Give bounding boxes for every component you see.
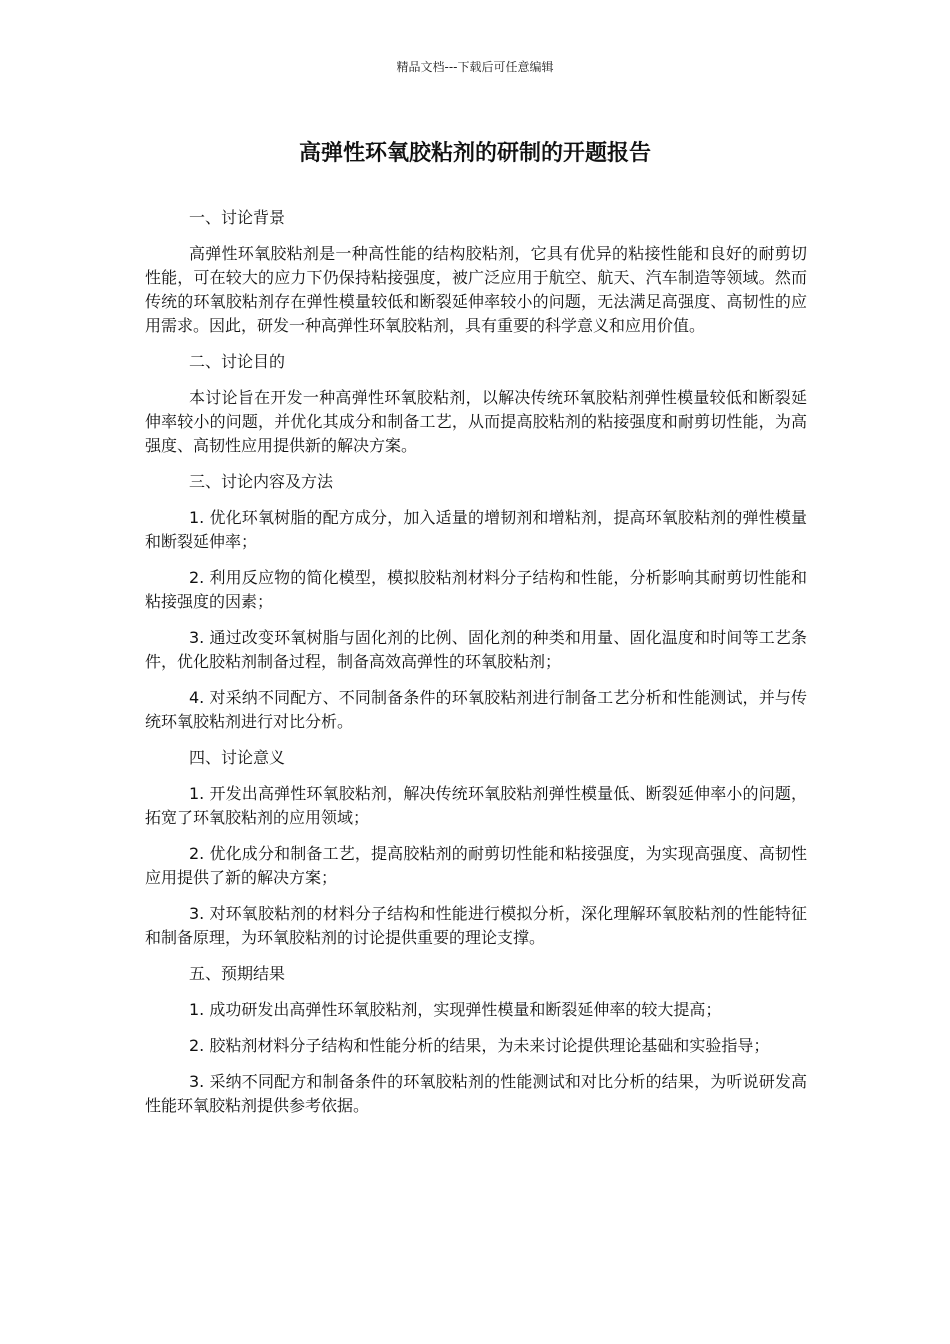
document-body [145,206,807,1130]
list-item: 1. 成功研发出高弹性环氧胶粘剂，实现弹性模量和断裂延伸率的较大提高； [189,1000,722,1019]
header-note: 精品文档---下载后可任意编辑 [396,60,554,74]
section-heading: 二、讨论目的 [189,352,286,371]
section-expected-results [145,962,807,1118]
document-title: 高弹性环氧胶粘剂的研制的开题报告 [298,141,651,166]
list-item: 2. 优化成分和制备工艺，提高胶粘剂的耐剪切性能和粘接强度，为实现高强度、高韧性应用提供了新的解决方案； [145,844,807,887]
section-significance [145,746,807,950]
list-item: 1. 优化环氧树脂的配方成分，加入适量的增韧剂和增粘剂，提高环氧胶粘剂的弹性模量和断裂延伸率； [145,508,807,551]
section-heading: 一、讨论背景 [189,208,286,227]
section-heading: 三、讨论内容及方法 [189,472,334,491]
list-item: 2. 胶粘剂材料分子结构和性能分析的结果，为未来讨论提供理论基础和实验指导； [189,1036,770,1055]
list-item: 3. 采纳不同配方和制备条件的环氧胶粘剂的性能测试和对比分析的结果，为听说研发高性能环氧胶粘剂提供参考依据。 [145,1072,807,1115]
paragraph: 高弹性环氧胶粘剂是一种高性能的结构胶粘剂，它具有优异的粘接性能和良好的耐剪切性能，可在较大的应力下仍保持粘接强度，被广泛应用于航空、航天、汽车制造等领域。然而传统的环氧胶粘剂存在弹性模量较低和断裂延伸率较小的问题，无法满足高强度、高韧性的应用需求。因此，研发一种高弹性环氧胶粘剂，具有重要的科学意义和应用价值。 [145,244,807,335]
list-item: 3. 通过改变环氧树脂与固化剂的比例、固化剂的种类和用量、固化温度和时间等工艺条件，优化胶粘剂制备过程，制备高效高弹性的环氧胶粘剂； [145,628,807,671]
section-background [145,206,807,338]
list-item: 3. 对环氧胶粘剂的材料分子结构和性能进行模拟分析，深化理解环氧胶粘剂的性能特征和制备原理，为环氧胶粘剂的讨论提供重要的理论支撑。 [145,904,807,947]
section-content-methods [145,470,807,734]
list-item: 2. 利用反应物的简化模型，模拟胶粘剂材料分子结构和性能，分析影响其耐剪切性能和粘接强度的因素； [145,568,807,611]
paragraph: 本讨论旨在开发一种高弹性环氧胶粘剂，以解决传统环氧胶粘剂弹性模量较低和断裂延伸率较小的问题，并优化其成分和制备工艺，从而提高胶粘剂的粘接强度和耐剪切性能，为高强度、高韧性应用提供新的解决方案。 [145,388,807,455]
list-item: 1. 开发出高弹性环氧胶粘剂，解决传统环氧胶粘剂弹性模量低、断裂延伸率小的问题，拓宽了环氧胶粘剂的应用领域； [145,784,807,827]
section-purpose [145,350,807,458]
section-heading: 五、预期结果 [189,964,286,983]
list-item: 4. 对采纳不同配方、不同制备条件的环氧胶粘剂进行制备工艺分析和性能测试，并与传统环氧胶粘剂进行对比分析。 [145,688,807,731]
section-heading: 四、讨论意义 [189,748,286,767]
